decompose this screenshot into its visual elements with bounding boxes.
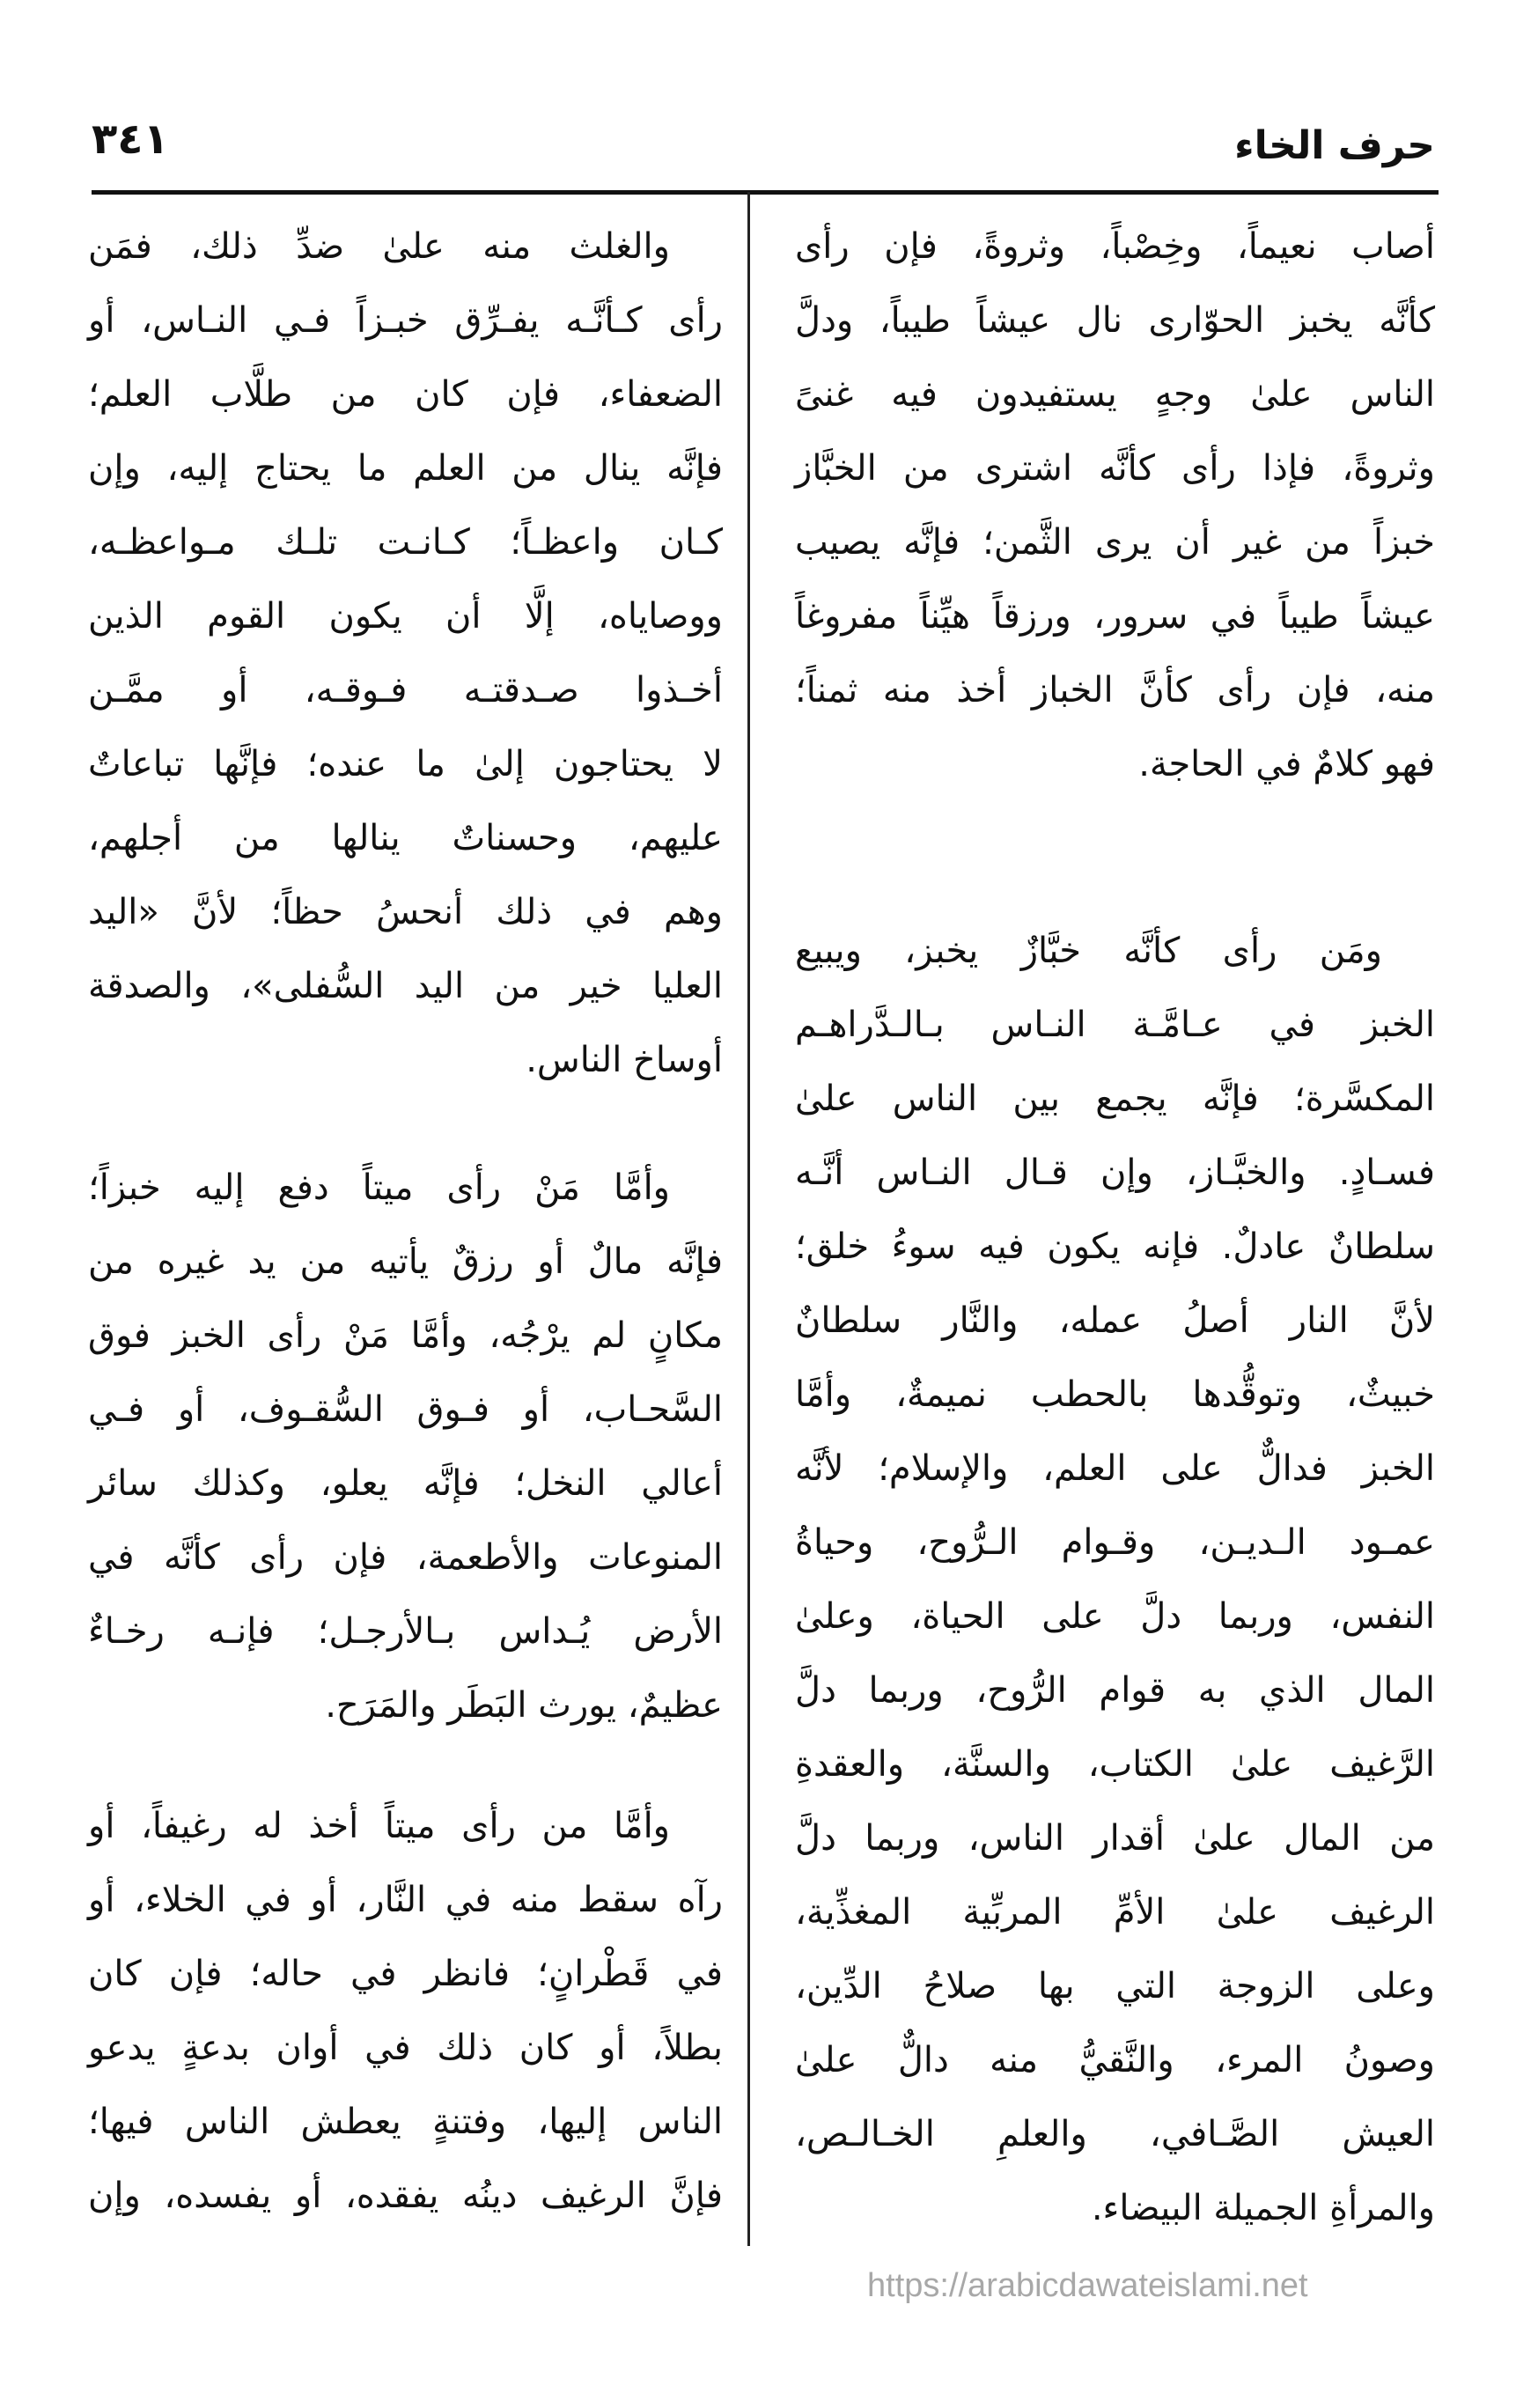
- left-paragraph-3: [88, 1789, 723, 2233]
- text-line: فسـادٍ. والخبَّـاز، وإن قـال النـاس أنَّـه: [795, 1152, 1435, 1193]
- text-line: أوساخ الناس.: [526, 1040, 723, 1080]
- text-line: وعلى الزوجة التي بها صلاحُ الدِّين،: [795, 1966, 1435, 2007]
- chapter-title: حرف الخاء: [1234, 123, 1435, 168]
- text-line: عمـود الـديـن، وقـوام الـرُّوح، وحياةُ: [795, 1522, 1435, 1563]
- text-line: الضعفاء، فإن كان من طلَّاب العلم؛: [88, 374, 723, 415]
- right-paragraph-1: [795, 210, 1435, 801]
- text-line: الناس علىٰ وجهٍ يستفيدون فيه غنىً: [795, 374, 1435, 415]
- text-line: مكانٍ لم يرْجُه، وأمَّا مَنْ رأى الخبز فوق: [88, 1315, 723, 1356]
- text-line: المنوعات والأطعمة، فإن رأى كأنَّه في: [88, 1537, 723, 1578]
- text-line: المكسَّرة؛ فإنَّه يجمع بين الناس علىٰ: [795, 1079, 1435, 1119]
- text-line: أصاب نعيماً، وخِصْباً، وثروةً، فإن رأى: [795, 226, 1435, 267]
- text-line: الأرض يُـداس بـالأرجـل؛ فإنـه رخـاءٌ: [88, 1611, 723, 1652]
- text-line: ووصاياه، إلَّا أن يكون القوم الذين: [88, 596, 723, 637]
- page-number: ٣٤١: [92, 114, 169, 164]
- left-paragraph-2: [88, 1151, 723, 1742]
- text-line: والغلث منه علىٰ ضدِّ ذلك، فمَن: [88, 226, 670, 267]
- text-line: أعالي النخل؛ فإنَّه يعلو، وكذلك سائر: [88, 1463, 723, 1504]
- text-line: عليهم، وحسناتٌ ينالها من أجلهم،: [88, 818, 723, 858]
- text-line: وصونُ المرء، والنَّقيُّ منه دالٌّ علىٰ: [795, 2040, 1435, 2080]
- text-line: المال الذي به قوام الرُّوح، وربما دلَّ: [795, 1670, 1435, 1711]
- text-line: العيش الصَّـافي، والعلمِ الخـالـص،: [795, 2114, 1435, 2154]
- text-line: فإنَّ الرغيف دينُه يفقده، أو يفسده، وإن: [88, 2176, 723, 2216]
- text-line: فإنَّه مالٌ أو رزقٌ يأتيه من يد غيره من: [88, 1241, 723, 1282]
- text-line: خبيثٌ، وتوقُّدها بالحطب نميمةٌ، وأمَّا: [795, 1374, 1435, 1415]
- text-line: في قَطْرانٍ؛ فانظر في حاله؛ فإن كان: [88, 1954, 723, 1994]
- text-line: لا يحتاجون إلىٰ ما عنده؛ فإنَّها تباعاتٌ: [88, 744, 723, 784]
- text-line: الناس إليها، وفتنةٍ يعطش الناس فيها؛: [88, 2102, 723, 2142]
- text-line: السَّحـاب، أو فـوق السُّقـوف، أو فـي: [88, 1389, 723, 1430]
- text-line: أخـذوا صـدقتـه فـوقـه، أو ممَّـن: [88, 670, 723, 711]
- text-line: لأنَّ النار أصلُ عمله، والنَّار سلطانٌ: [795, 1300, 1435, 1341]
- text-line: وثروةً، فإذا رأى كأنَّه اشترى من الخبَّاز: [795, 448, 1435, 489]
- text-line: الخبز في عـامَّـة النـاس بـالـدَّراهـم: [795, 1005, 1435, 1045]
- text-line: الرغيف علىٰ الأمِّ المربِّية المغذِّية،: [795, 1892, 1435, 1933]
- text-line: من المال علىٰ أقدار الناس، وربما دلَّ: [795, 1818, 1435, 1859]
- text-line: بطلاً، أو كان ذلك في أوان بدعةٍ يدعو: [88, 2028, 723, 2068]
- text-line: ومَن رأى كأنَّه خبَّازٌ يخبز، ويبيع: [795, 931, 1382, 971]
- text-line: وأمَّا مَنْ رأى ميتاً دفع إليه خبزاً؛: [88, 1167, 670, 1208]
- column-divider: [747, 192, 750, 2246]
- text-line: والمرأةِ الجميلة البيضاء.: [1091, 2188, 1435, 2228]
- text-line: كأنَّه يخبز الحوّارى نال عيشاً طيباً، ودلَّ: [795, 300, 1435, 341]
- text-line: رأى كـأنَّـه يفـرِّق خبـزاً فـي النـاس، أو: [88, 300, 723, 341]
- text-line: وهم في ذلك أنحسُ حظاً؛ لأنَّ «اليد: [88, 892, 723, 932]
- text-line: خبزاً من غير أن يرى الثَّمن؛ فإنَّه يصيب: [795, 522, 1435, 563]
- text-line: رآه سقط منه في النَّار، أو في الخلاء، أو: [88, 1880, 723, 1920]
- right-paragraph-2: [795, 914, 1435, 2245]
- text-line: فإنَّه ينال من العلم ما يحتاج إليه، وإن: [88, 448, 723, 489]
- text-line: الخبز فدالٌّ على العلم، والإسلام؛ لأنَّه: [795, 1448, 1435, 1489]
- text-line: فهو كلامٌ في الحاجة.: [1138, 744, 1435, 784]
- text-line: سلطانٌ عادلٌ. فإنه يكون فيه سوءُ خلق؛: [795, 1226, 1435, 1267]
- header-rule: [92, 190, 1439, 195]
- text-line: كـان واعظـاً؛ كـانـت تلـك مـواعظـه،: [88, 522, 723, 563]
- left-paragraph-1: [88, 210, 723, 1097]
- watermark: https://arabicdawateislami.net: [867, 2267, 1308, 2304]
- text-line: منه، فإن رأى كأنَّ الخباز أخذ منه ثمناً؛: [795, 670, 1435, 711]
- text-line: العليا خير من اليد السُّفلى»، والصدقة: [88, 966, 723, 1006]
- text-line: عيشاً طيباً في سرور، ورزقاً هيِّناً مفروغاً: [795, 596, 1435, 637]
- text-line: عظيمٌ، يورث البَطَر والمَرَح.: [325, 1685, 723, 1726]
- text-line: الرَّغيف علىٰ الكتاب، والسنَّة، والعقدةِ: [795, 1744, 1435, 1785]
- text-line: النفس، وربما دلَّ على الحياة، وعلىٰ: [795, 1596, 1435, 1637]
- text-line: وأمَّا من رأى ميتاً أخذ له رغيفاً، أو: [88, 1806, 670, 1846]
